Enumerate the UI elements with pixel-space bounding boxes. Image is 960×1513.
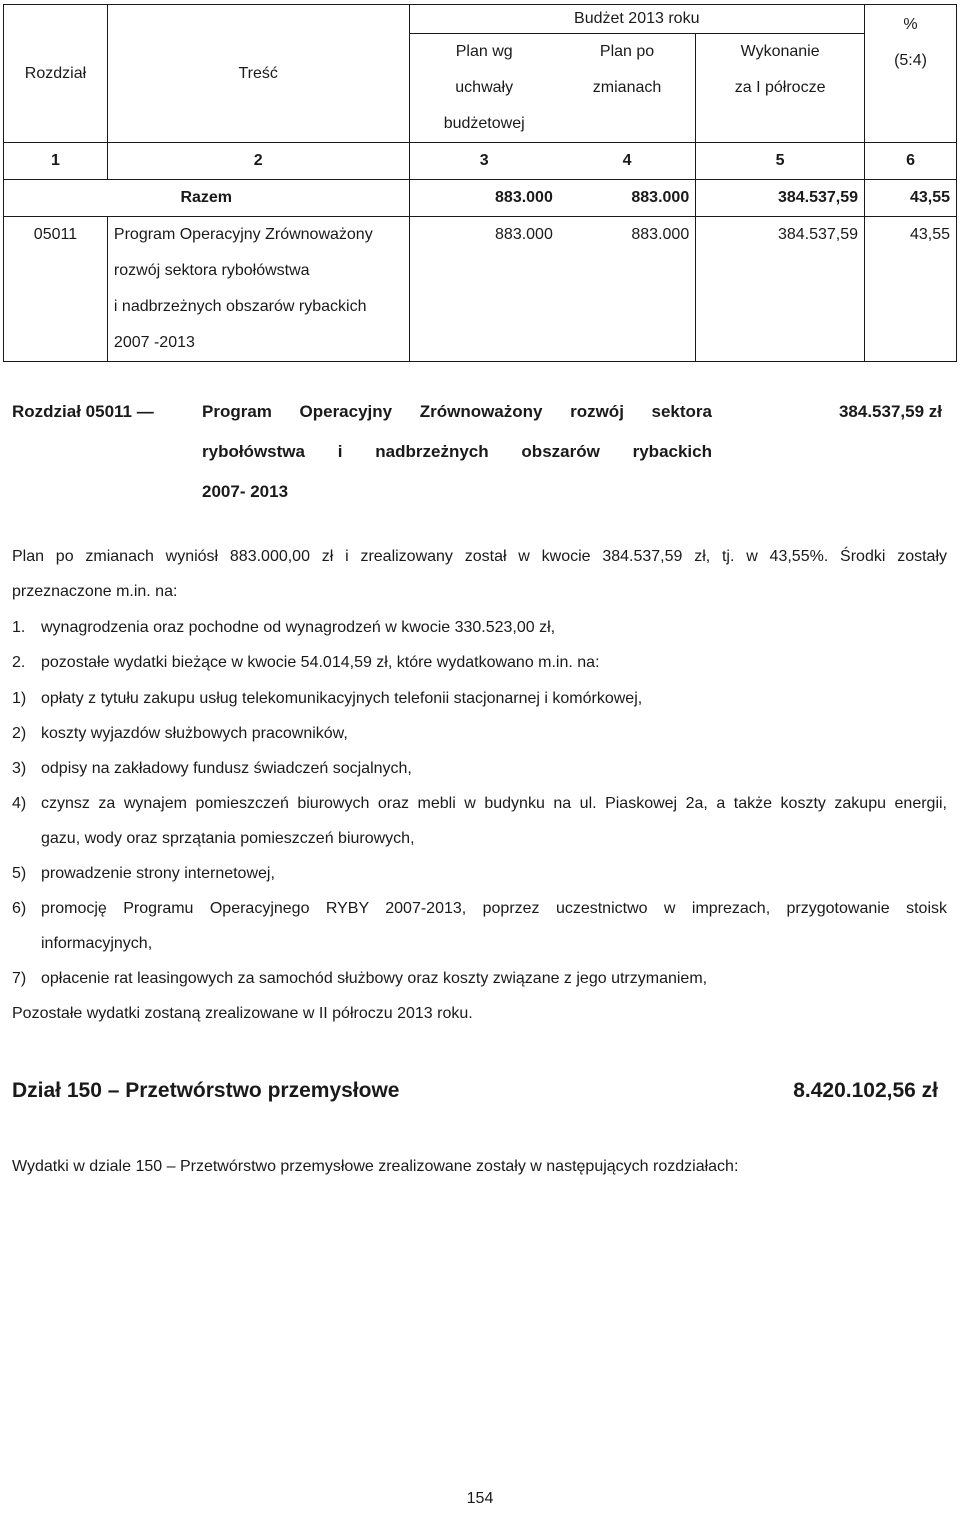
list-item xyxy=(12,751,947,786)
item-text: prowadzenie strony internetowej, xyxy=(41,865,275,882)
rozdzial-heading xyxy=(12,397,952,517)
header-plan-po xyxy=(559,34,696,143)
row-tresc-line1: Program Operacyjny Zrównoważony xyxy=(113,226,373,243)
header-plan-wg xyxy=(409,34,559,143)
header-plan-wg-line2: uchwały xyxy=(455,79,514,96)
item-number: 3) xyxy=(12,760,27,777)
header-plan-wg-line1: Plan wg xyxy=(455,43,513,60)
header-procent-line1: % xyxy=(903,16,918,33)
item-text: czynsz za wynajem pomieszczeń biurowych oraz mebli w budynku na ul. Piaskowej 2a, a także koszty zakupu energii, xyxy=(41,795,947,812)
dzial-intro: Wydatki w dziale 150 – Przetwórstwo przemysłowe zrealizowane zostały w następujących rozdziałach: xyxy=(12,1158,739,1175)
header-tresc: Treść xyxy=(107,5,409,143)
header-plan-po-line1: Plan po xyxy=(599,43,655,60)
item-text: opłacenie rat leasingowych za samochód służbowy oraz koszty związane z jego utrzymaniem, xyxy=(41,970,708,987)
list-item xyxy=(12,961,947,996)
list-item xyxy=(12,716,947,751)
item-text: promocję Programu Operacyjnego RYBY 2007-2013, poprzez uczestnictwo w imprezach, przygotowanie stoisk xyxy=(41,900,947,917)
col-num-4: 4 xyxy=(559,143,696,180)
table-row xyxy=(4,217,957,362)
row-tresc-line4: 2007 -2013 xyxy=(113,334,195,351)
item-text: odpisy na zakładowy fundusz świadczeń socjalnych, xyxy=(41,760,412,777)
item-text: pozostałe wydatki bieżące w kwocie 54.014,59 zł, które wydatkowano m.in. na: xyxy=(41,654,600,671)
rozdzial-title-line3: 2007- 2013 xyxy=(202,482,289,501)
col-num-5: 5 xyxy=(696,143,865,180)
row-plan-po: 883.000 xyxy=(559,217,696,362)
closing-text: Pozostałe wydatki zostaną zrealizowane w II półroczu 2013 roku. xyxy=(12,1005,473,1022)
rozdzial-title-line1: Program Operacyjny Zrównoważony rozwój sektora xyxy=(202,402,712,421)
razem-wykonanie: 384.537,59 xyxy=(696,180,865,217)
item-number: 1. xyxy=(12,619,26,636)
item-text-continued: informacyjnych, xyxy=(41,935,153,952)
razem-label: Razem xyxy=(4,180,410,217)
row-rozdzial: 05011 xyxy=(4,217,108,362)
row-tresc-line3: i nadbrzeżnych obszarów rybackich xyxy=(113,298,367,315)
razem-procent: 43,55 xyxy=(865,180,957,217)
row-plan-wg: 883.000 xyxy=(409,217,559,362)
main-items-list xyxy=(12,610,947,680)
column-numbers-row xyxy=(4,143,957,180)
sub-items-list xyxy=(12,681,947,1031)
col-num-6: 6 xyxy=(865,143,957,180)
closing-sentence xyxy=(12,996,947,1031)
item-number: 2. xyxy=(12,654,26,671)
dzial-amount: 8.420.102,56 zł xyxy=(793,1079,938,1102)
list-item xyxy=(12,645,947,680)
list-item xyxy=(12,856,947,891)
col-num-2: 2 xyxy=(107,143,409,180)
list-item xyxy=(12,681,947,716)
header-wykonanie-line1: Wykonanie xyxy=(740,43,820,60)
header-procent xyxy=(865,5,957,143)
rozdzial-title xyxy=(202,392,712,512)
intro-line1: Plan po zmianach wyniósł 883.000,00 zł i zrealizowany został w kwocie 384.537,59 zł, tj. w 43,55%. Środki zostały xyxy=(12,548,947,565)
header-plan-wg-line3: budżetowej xyxy=(443,115,525,132)
intro-line2: przeznaczone m.in. na: xyxy=(12,583,178,600)
item-number: 2) xyxy=(12,725,27,742)
dzial-title: Dział 150 – Przetwórstwo przemysłowe xyxy=(12,1079,400,1102)
row-procent: 43,55 xyxy=(865,217,957,362)
item-number: 1) xyxy=(12,690,27,707)
header-budzet: Budżet 2013 roku xyxy=(409,5,865,34)
list-item xyxy=(12,891,947,961)
header-wykonanie xyxy=(696,34,865,143)
item-number: 5) xyxy=(12,865,27,882)
budget-table xyxy=(3,4,957,362)
col-num-1: 1 xyxy=(4,143,108,180)
item-text: opłaty z tytułu zakupu usług telekomunikacyjnych telefonii stacjonarnej i komórkowej, xyxy=(41,690,643,707)
header-rozdzial: Rozdział xyxy=(4,5,108,143)
list-item xyxy=(12,786,947,856)
dzial-heading xyxy=(12,1074,938,1108)
header-procent-line2: (5:4) xyxy=(894,52,927,69)
rozdzial-amount: 384.537,59 zł xyxy=(838,402,942,421)
rozdzial-title-line2: rybołówstwa i nadbrzeżnych obszarów rybackich xyxy=(202,442,712,461)
header-plan-po-line2: zmianach xyxy=(592,79,662,96)
row-tresc-line2: rozwój sektora rybołówstwa xyxy=(113,262,310,279)
item-number: 6) xyxy=(12,900,27,917)
page-number: 154 xyxy=(466,1490,494,1507)
item-number: 7) xyxy=(12,970,27,987)
rozdzial-label: Rozdział 05011 — xyxy=(12,402,154,421)
col-num-3: 3 xyxy=(409,143,559,180)
item-text: koszty wyjazdów służbowych pracowników, xyxy=(41,725,348,742)
intro-paragraph xyxy=(12,539,947,609)
row-tresc xyxy=(107,217,409,362)
razem-plan-wg: 883.000 xyxy=(409,180,559,217)
razem-row xyxy=(4,180,957,217)
item-text-continued: gazu, wody oraz sprzątania pomieszczeń biurowych, xyxy=(41,830,415,847)
item-number: 4) xyxy=(12,795,27,812)
list-item xyxy=(12,610,947,645)
row-wykonanie: 384.537,59 xyxy=(696,217,865,362)
header-wykonanie-line2: za I półrocze xyxy=(734,79,826,96)
item-text: wynagrodzenia oraz pochodne od wynagrodzeń w kwocie 330.523,00 zł, xyxy=(41,619,556,636)
razem-plan-po: 883.000 xyxy=(559,180,696,217)
